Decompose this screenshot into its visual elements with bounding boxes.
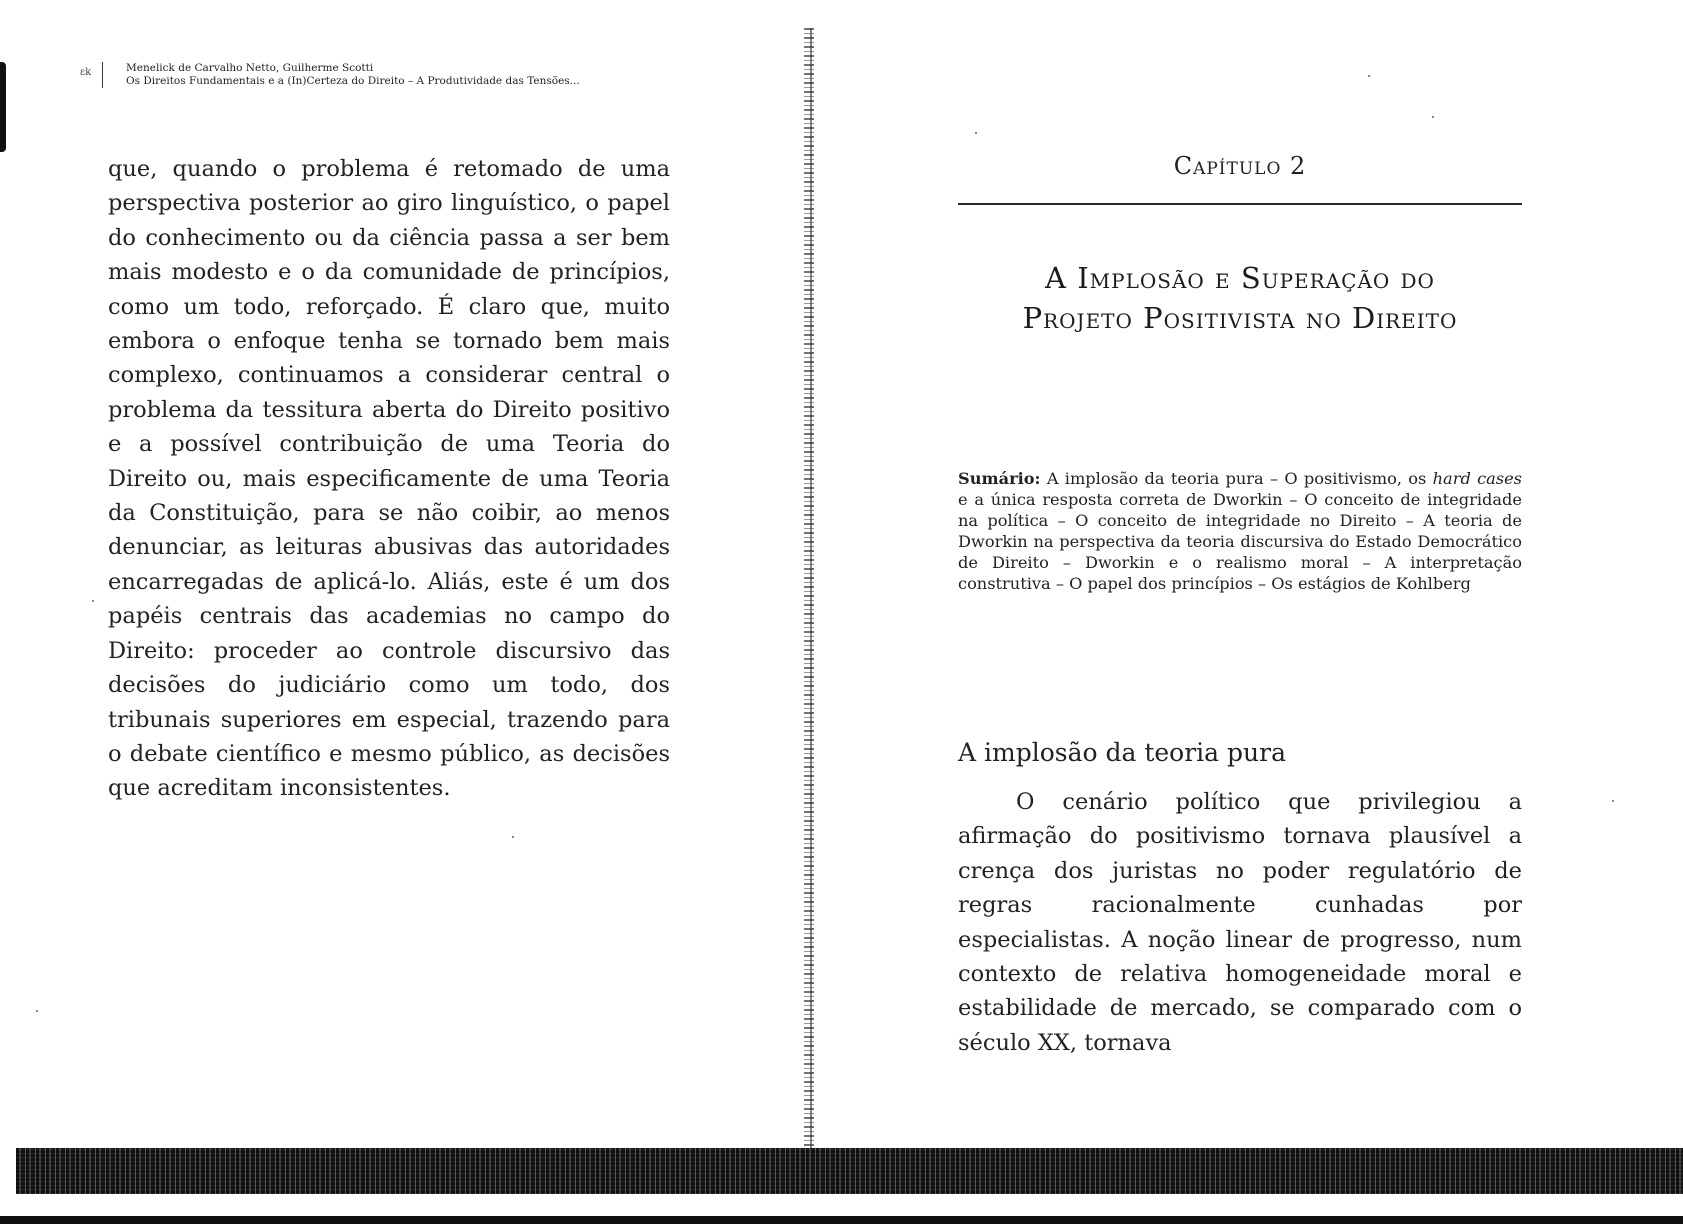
scan-edge-mark (0, 62, 6, 152)
scan-bottom-edge (0, 1216, 1683, 1224)
summary-label: Sumário: (958, 469, 1041, 488)
gutter-fold-line (810, 28, 812, 1148)
summary-text-part-2: e a única resposta correta de Dworkin – O conceito de integridade na política – O conceito de integridade no Direito – A teoria de Dworkin na perspectiva da teoria discursiva do Estado Democrático de Direito – Dworkin e o realismo moral – A interpretação construtiva – O papel dos princípios – Os estágios de Kohlberg (958, 490, 1522, 593)
running-head-authors: Menelick de Carvalho Netto, Guilherme Scotti (126, 62, 374, 74)
summary-text-part-1: A implosão da teoria pura – O positivismo, os (1046, 469, 1427, 488)
chapter-label: Capítulo 2 (1173, 152, 1307, 180)
page-number: ɛk (80, 67, 92, 78)
chapter-title (958, 258, 1522, 338)
section-heading: A implosão da teoria pura (958, 738, 1286, 767)
chapter-rule (958, 203, 1522, 205)
scan-speck (1368, 75, 1370, 77)
running-head-text (126, 62, 580, 88)
book-gutter (804, 28, 814, 1148)
scan-speck (36, 1010, 38, 1012)
scan-speck (512, 836, 514, 838)
summary-italic-term: hard cases (1432, 469, 1522, 488)
scan-speck (975, 132, 977, 134)
running-head-divider (102, 62, 103, 88)
scan-speck (1612, 800, 1614, 802)
running-head-book-title: Os Direitos Fundamentais e a (In)Certeza do Direito – A Produtividade das Tensões... (126, 75, 580, 87)
chapter-summary (958, 468, 1522, 594)
chapter-title-line-1: A Implosão e Superação do (1045, 261, 1435, 295)
left-page-paragraph: que, quando o problema é retomado de uma perspectiva posterior ao giro linguístico, o papel do conhecimento ou da ciência passa a ser bem mais modesto e o da comunidade de princípios, como um todo, reforçado. É claro que, muito embora o enfoque tenha se tornado bem mais complexo, continuamos a considerar central o problema da tessitura aberta do Direito positivo e a possível contribuição de uma Teoria do Direito ou, mais especificamente de uma Teoria da Constituição, para se não coibir, ao menos denunciar, as leituras abusivas das autoridades encarregadas de aplicá-lo. Aliás, este é um dos papéis centrais das academias no campo do Direito: proceder ao controle discursivo das decisões do judiciário como um todo, dos tribunais superiores em especial, trazendo para o debate científico e mesmo público, as decisões que acreditam inconsistentes. (108, 156, 670, 802)
chapter-title-line-2: Projeto Positivista no Direito (1022, 301, 1458, 335)
scan-speck (92, 600, 94, 602)
right-page-paragraph: O cenário político que privilegiou a afirmação do positivismo tornava plausível a crença dos juristas no poder regulatório de regras racionalmente cunhadas por especialistas. A noção linear de progresso, num contexto de relativa homogeneidade moral e estabilidade de mercado, se comparado com o século XX, tornava (958, 789, 1522, 1056)
scan-speck (1432, 116, 1434, 118)
scan-bottom-band (16, 1148, 1683, 1194)
